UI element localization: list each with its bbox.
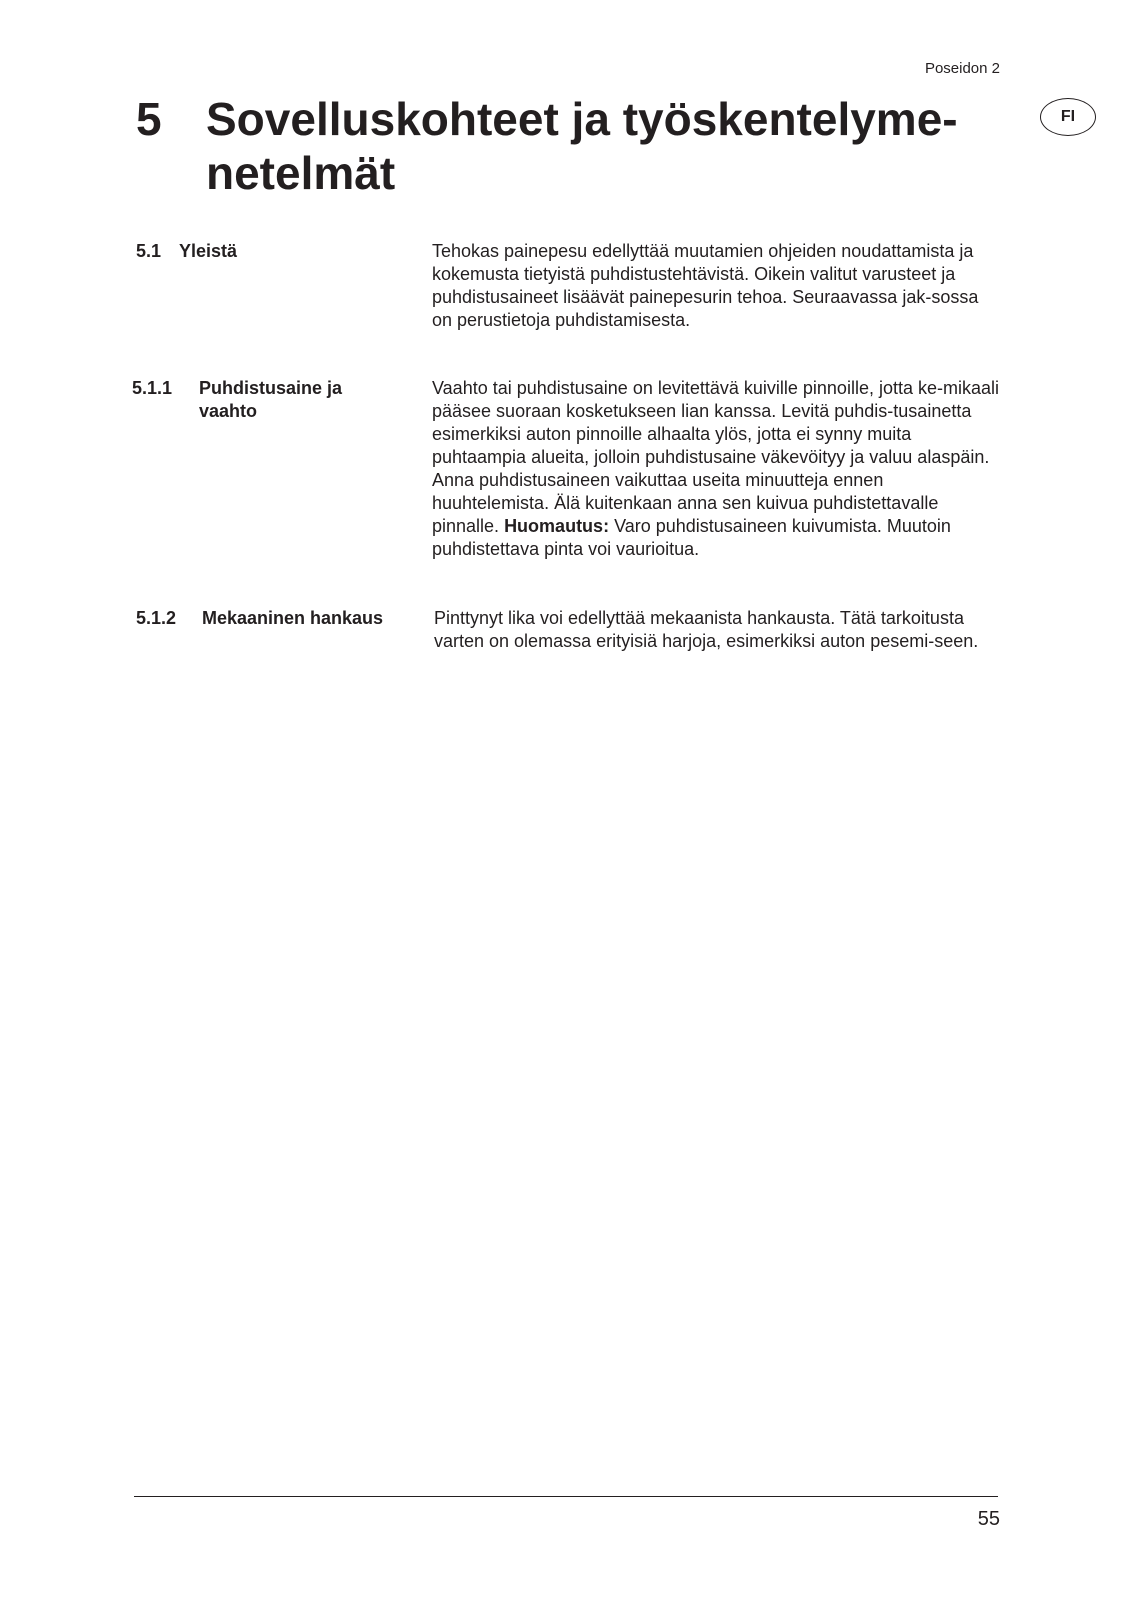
footer-divider <box>134 1496 998 1497</box>
chapter-number: 5 <box>136 93 162 145</box>
section-number: 5.1.2 <box>136 608 177 628</box>
section-title: Yleistä <box>179 241 238 261</box>
section-number: 5.1 <box>136 241 162 261</box>
section-body: Tehokas painepesu edellyttää muutamien ohjeiden noudattamista ja kokemusta tietyistä puhdistustehtävistä. Oikein valitut varusteet ja puhdistusaineet lisäävät painepesurin tehoa. Seuraavassa jak-sossa on perustietoja puhdistamisesta. <box>432 241 979 330</box>
chapter-title: Sovelluskohteet ja työskentelyme-netelmät <box>206 93 958 199</box>
section-title: Puhdistusaine ja vaahto <box>199 378 343 421</box>
section-body: Pinttynyt lika voi edellyttää mekaanista hankausta. Tätä tarkoitusta varten on olemassa erityisiä harjoja, esimerkiksi auton pesemi-seen. <box>434 608 979 651</box>
section-body <box>432 377 1002 561</box>
note-label: Huomautus: <box>504 516 610 536</box>
section-title: Mekaaninen hankaus <box>202 608 384 628</box>
language-badge: FI <box>1040 98 1096 136</box>
page-number: 55 <box>977 1508 1000 1530</box>
section-body-text: Vaahto tai puhdistusaine on levitettävä kuiville pinnoille, jotta ke-mikaali pääsee suoraan kosketukseen lian kanssa. Levitä puhdis-tusainetta esimerkiksi auton pinnoille alhaalta ylös, jotta ei synny muita puhtaampia alueita, jolloin puhdistusaine väkevöityy ja valuu alaspäin. Anna puhdistusaineen vaikuttaa useita minuutteja ennen huuhtelemista. Älä kuitenkaan anna sen kuivua puhdistettavalle pinnalle. <box>432 378 999 536</box>
header-product-name: Poseidon 2 <box>924 60 1000 77</box>
note-text: Varo puhdistusaineen kuivumista. Muutoin puhdistettava pinta voi vaurioitua. <box>432 516 951 559</box>
section-number: 5.1.1 <box>132 378 173 398</box>
